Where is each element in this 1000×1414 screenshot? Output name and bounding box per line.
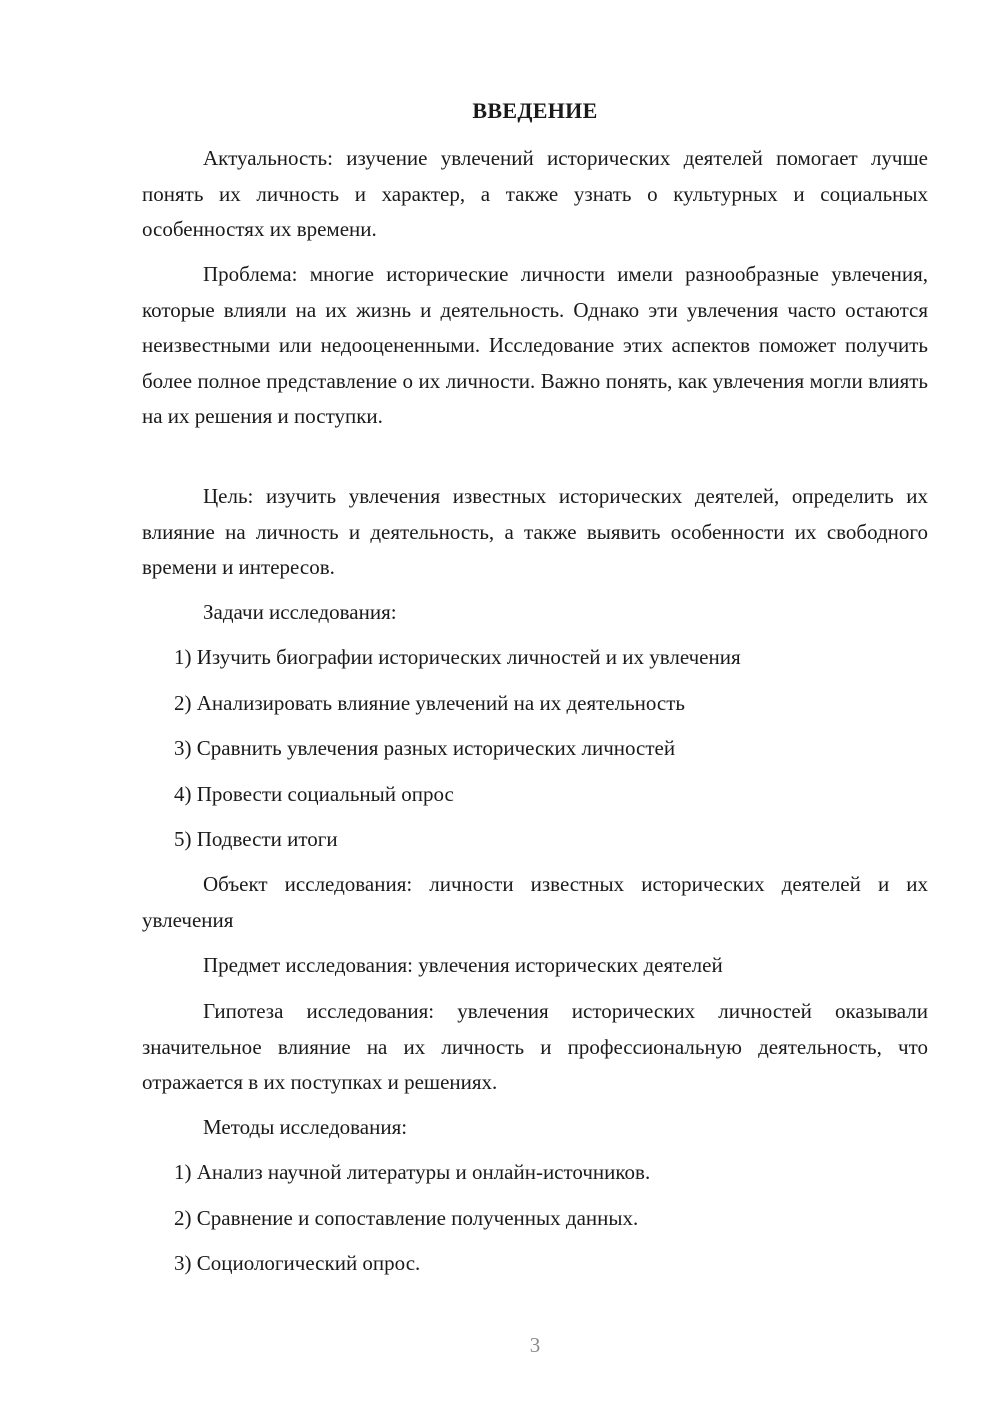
method-item: 1) Анализ научной литературы и онлайн-источников. bbox=[174, 1160, 651, 1184]
tasks-heading: Задачи исследования: bbox=[203, 600, 397, 624]
task-item: 2) Анализировать влияние увлечений на их деятельность bbox=[174, 691, 686, 715]
task-item: 5) Подвести итоги bbox=[174, 827, 338, 851]
problem-paragraph: Проблема: многие исторические личности имели разнообразные увлечения, которые влияли на их жизнь и деятельность. Однако эти увлечения часто остаются неизвестными или недооцененными. Исследование этих аспектов поможет получить более полное представление о их личности. Важно понять, как увлечения могли влиять на их решения и поступки. bbox=[142, 262, 928, 428]
goal-paragraph: Цель: изучить увлечения известных исторических деятелей, определить их влияние на личность и деятельность, а также выявить особенности их свободного времени и интересов. bbox=[142, 484, 928, 579]
page-title: ВВЕДЕНИЕ bbox=[472, 98, 598, 123]
task-item: 1) Изучить биографии исторических личностей и их увлечения bbox=[174, 645, 741, 669]
hypothesis-paragraph: Гипотеза исследования: увлечения исторических личностей оказывали значительное влияние на их личность и профессиональную деятельность, что отражается в их поступках и решениях. bbox=[142, 999, 928, 1094]
document-page bbox=[142, 0, 928, 1414]
method-item: 3) Социологический опрос. bbox=[174, 1251, 421, 1275]
method-item: 2) Сравнение и сопоставление полученных данных. bbox=[174, 1206, 639, 1230]
task-item: 3) Сравнить увлечения разных исторических личностей bbox=[174, 736, 676, 760]
task-item: 4) Провести социальный опрос bbox=[174, 782, 454, 806]
subject-paragraph: Предмет исследования: увлечения исторических деятелей bbox=[203, 953, 723, 977]
methods-heading: Методы исследования: bbox=[203, 1115, 408, 1139]
page-number: 3 bbox=[529, 1333, 541, 1357]
object-paragraph: Объект исследования: личности известных исторических деятелей и их увлечения bbox=[142, 872, 928, 932]
relevance-paragraph: Актуальность: изучение увлечений исторических деятелей помогает лучше понять их личность и характер, а также узнать о культурных и социальных особенностях их времени. bbox=[142, 146, 928, 241]
